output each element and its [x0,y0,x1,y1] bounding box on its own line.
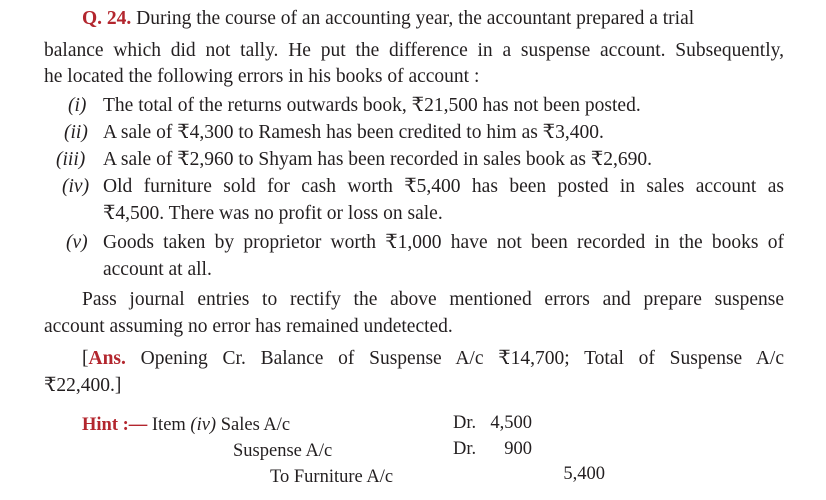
hint-account-3 [270,465,393,489]
hint-dr-1 [453,411,476,435]
hint-amount: 4,500 [490,413,532,433]
hint-item-ref: (iv) [190,415,217,435]
error-text: A sale of ₹4,300 to Ramesh has been credited to him as ₹3,400. [103,122,604,143]
hint-label: Hint :— [82,415,148,435]
error-label-3 [56,148,85,172]
instruction-line-2 [44,315,453,339]
question-text-1: During the course of an accounting year, the accountant prepared a trial [136,8,695,29]
hint-amount: 5,400 [563,464,605,484]
hint-cr-amount-3 [545,462,605,486]
instruction-text-2: account assuming no error has remained undetected. [44,316,453,337]
error-text: Old furniture sold for cash worth ₹5,400 has been posted in sales account as [103,176,784,197]
error-text-2 [103,121,604,145]
hint-dr-label: Dr. [453,413,477,433]
instruction-line-1 [82,288,784,312]
error-label-text: (iii) [56,149,86,170]
question-line-1 [82,7,784,31]
error-text-5a [103,231,784,255]
error-text-1 [103,94,641,118]
error-label-text: (ii) [64,122,88,143]
answer-label: Ans. [88,348,126,369]
error-text-4b [103,202,443,226]
error-label-1 [68,94,86,118]
error-text: A sale of ₹2,960 to Shyam has been recorded in sales book as ₹2,690. [103,149,653,170]
hint-account: To Furniture A/c [270,467,394,487]
error-label-2 [64,121,88,145]
error-label-text: (iv) [62,176,90,197]
answer-bracket: [ [82,348,89,369]
hint-account: Sales A/c [220,415,291,435]
error-text: Goods taken by proprietor worth ₹1,000 have not been recorded in the books of [103,232,784,253]
answer-text-2: ₹22,400.] [44,375,122,396]
answer-line-1 [82,347,784,371]
error-text-5b [103,258,212,282]
error-label-4 [62,175,89,199]
error-label-text: (v) [66,232,88,253]
question-text-3: he located the following errors in his books of account : [44,66,480,87]
hint-line [82,413,290,437]
hint-amount: 900 [504,439,532,459]
error-label-5 [66,231,88,255]
error-text-4a [103,175,784,199]
instruction-text-1: Pass journal entries to rectify the above mentioned errors and prepare suspense [82,289,784,310]
hint-dr-label: Dr. [453,439,477,459]
error-text: The total of the returns outwards book, ₹21,500 has not been posted. [103,95,641,116]
hint-account-2 [233,439,332,463]
error-label-text: (i) [68,95,87,116]
error-text: account at all. [103,259,212,280]
answer-line-2 [44,374,121,398]
question-line-3 [44,65,479,89]
question-number: Q. 24. [82,8,132,29]
error-text: ₹4,500. There was no profit or loss on sale. [103,203,443,224]
hint-item-prefix: Item [151,415,186,435]
hint-dr-amount-1 [480,411,532,435]
error-text-3 [103,148,652,172]
question-line-2 [44,39,784,63]
hint-dr-amount-2 [480,437,532,461]
hint-dr-2 [453,437,476,461]
question-text-2: balance which did not tally. He put the difference in a suspense account. Subsequently, [44,40,784,61]
answer-text-1: Opening Cr. Balance of Suspense A/c ₹14,700; Total of Suspense A/c [140,348,785,369]
hint-account: Suspense A/c [233,441,333,461]
